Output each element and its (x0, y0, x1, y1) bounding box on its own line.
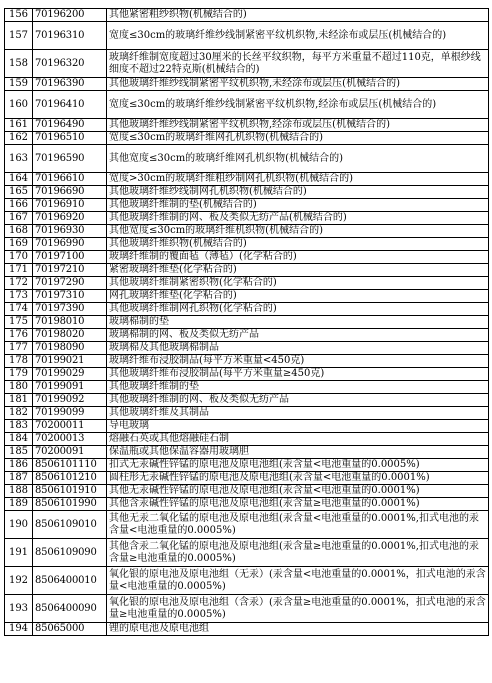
row-number: 172 (5, 277, 33, 290)
row-number: 193 (5, 595, 33, 623)
commodity-description: 玻璃棉及其他玻璃棉制品 (107, 342, 489, 355)
commodity-code: 70199091 (33, 381, 107, 394)
commodity-code: 70196920 (33, 212, 107, 225)
table-row (5, 22, 489, 50)
commodity-description: 其他无汞二氧化锰的原电池及原电池组(汞含量<电池重量的0.0001%,扣式电池的汞含量<电池重量的0.0005%) (107, 511, 489, 539)
row-number: 173 (5, 290, 33, 303)
commodity-code: 70197210 (33, 264, 107, 277)
commodity-description: 其他玻璃纤维制的垫(机械结合的) (107, 199, 489, 212)
commodity-code: 70196990 (33, 238, 107, 251)
table-row (5, 290, 489, 303)
commodity-description: 锂的原电池及原电池组 (107, 623, 489, 636)
row-number: 164 (5, 173, 33, 186)
row-number: 174 (5, 303, 33, 316)
commodity-code: 70196200 (33, 9, 107, 22)
table-row (5, 238, 489, 251)
table-row (5, 225, 489, 238)
commodity-description: 玻璃棉制的垫 (107, 316, 489, 329)
commodity-code: 70196610 (33, 173, 107, 186)
table-row (5, 459, 489, 472)
commodity-code: 70196490 (33, 119, 107, 132)
table-body (5, 9, 489, 636)
commodity-code: 70198020 (33, 329, 107, 342)
commodity-code: 70200013 (33, 433, 107, 446)
table-row (5, 212, 489, 225)
commodity-description: 其他紧密粗纱织物(机械结合的) (107, 9, 489, 22)
row-number: 178 (5, 355, 33, 368)
commodity-code: 70197310 (33, 290, 107, 303)
table-row (5, 368, 489, 381)
row-number: 162 (5, 132, 33, 145)
commodity-description: 保温瓶或其他保温容器用玻璃胆 (107, 446, 489, 459)
commodity-description: 其他玻璃纤维制紧密织物(化学粘合的) (107, 277, 489, 290)
table-row (5, 145, 489, 173)
table-row (5, 277, 489, 290)
table-row (5, 446, 489, 459)
row-number: 159 (5, 78, 33, 91)
table-row (5, 119, 489, 132)
commodity-code: 70196410 (33, 91, 107, 119)
row-number: 183 (5, 420, 33, 433)
commodity-description: 其他无汞碱性锌锰的原电池及原电池组(汞含量<电池重量的0.0001%) (107, 485, 489, 498)
commodity-description: 其他玻璃纤维纱线制紧密平纹机织物,未经涂布或层压(机械结合的) (107, 78, 489, 91)
commodity-description: 其他玻璃纤维纱线制网孔机织物(机械结合的) (107, 186, 489, 199)
commodity-code: 8506109090 (33, 539, 107, 567)
commodity-description: 扣式无汞碱性锌锰的原电池及原电池组(汞含量<电池重量的0.0005%) (107, 459, 489, 472)
commodity-description: 其他宽度≤30cm的玻璃纤维网孔机织物(机械结合的) (107, 145, 489, 173)
row-number: 176 (5, 329, 33, 342)
commodity-description: 宽度≤30cm的玻璃纤维纱线制紧密平纹机织物,经涂布或层压(机械结合的) (107, 91, 489, 119)
commodity-code: 70199021 (33, 355, 107, 368)
commodity-code: 70199092 (33, 394, 107, 407)
table-row (5, 539, 489, 567)
commodity-description: 宽度≤30cm的玻璃纤维纱线制紧密平纹机织物,未经涂布或层压(机械结合的) (107, 22, 489, 50)
row-number: 163 (5, 145, 33, 173)
commodity-code: 70196910 (33, 199, 107, 212)
row-number: 157 (5, 22, 33, 50)
table-row (5, 623, 489, 636)
commodity-code: 8506400090 (33, 595, 107, 623)
table-row (5, 342, 489, 355)
table-row (5, 264, 489, 277)
row-number: 182 (5, 407, 33, 420)
row-number: 184 (5, 433, 33, 446)
table-row (5, 50, 489, 78)
commodity-description: 玻璃纤维布浸胶制品(每平方米重量<450克) (107, 355, 489, 368)
table-row (5, 199, 489, 212)
commodity-description: 宽度≤30cm的玻璃纤维网孔机织物(机械结合的) (107, 132, 489, 145)
row-number: 161 (5, 119, 33, 132)
commodity-description: 其他玻璃纤维布浸胶制品(每平方米重量≥450克) (107, 368, 489, 381)
commodity-code: 70196930 (33, 225, 107, 238)
commodity-description: 熔融石英或其他熔融硅石制 (107, 433, 489, 446)
commodity-description: 其他宽度≤30cm的玻璃纤维机织物(机械结合的) (107, 225, 489, 238)
table-row (5, 329, 489, 342)
row-number: 186 (5, 459, 33, 472)
row-number: 189 (5, 498, 33, 511)
row-number: 170 (5, 251, 33, 264)
row-number: 181 (5, 394, 33, 407)
commodity-description: 其他玻璃纤维及其制品 (107, 407, 489, 420)
table-row (5, 316, 489, 329)
commodity-code: 70196590 (33, 145, 107, 173)
commodity-description: 其他玻璃纤维纱线制紧密平纹机织物,经涂布或层压(机械结合的) (107, 119, 489, 132)
row-number: 194 (5, 623, 33, 636)
row-number: 166 (5, 199, 33, 212)
row-number: 165 (5, 186, 33, 199)
row-number: 168 (5, 225, 33, 238)
commodity-description: 氧化银的原电池及原电池组（含汞）(汞含量≥电池重量的0.0001%，扣式电池的汞含量≥电池重量的0.0005%) (107, 595, 489, 623)
table-row (5, 355, 489, 368)
table-row (5, 303, 489, 316)
commodity-code: 70198010 (33, 316, 107, 329)
commodity-code: 70200011 (33, 420, 107, 433)
table-row (5, 433, 489, 446)
commodity-code: 70200091 (33, 446, 107, 459)
row-number: 179 (5, 368, 33, 381)
table-row (5, 186, 489, 199)
commodity-code: 8506400010 (33, 567, 107, 595)
commodity-description: 其他玻璃纤维制的网、板及类似无纺产品 (107, 394, 489, 407)
table-row (5, 381, 489, 394)
tariff-code-table (4, 8, 489, 636)
table-row (5, 498, 489, 511)
commodity-description: 紧密玻璃纤维垫(化学粘合的) (107, 264, 489, 277)
commodity-code: 8506101210 (33, 472, 107, 485)
commodity-description: 玻璃纤维制的覆面毡（薄毡）(化学粘合的) (107, 251, 489, 264)
commodity-code: 70196310 (33, 22, 107, 50)
row-number: 156 (5, 9, 33, 22)
commodity-code: 70199029 (33, 368, 107, 381)
row-number: 191 (5, 539, 33, 567)
table-row (5, 567, 489, 595)
commodity-description: 玻璃纤维制宽度超过30厘米的长丝平纹织物，每平方米重量不超过110克，单根纱线细度不超过22特克斯(机械结合的) (107, 50, 489, 78)
row-number: 185 (5, 446, 33, 459)
row-number: 188 (5, 485, 33, 498)
commodity-code: 70196320 (33, 50, 107, 78)
row-number: 169 (5, 238, 33, 251)
table-row (5, 78, 489, 91)
commodity-code: 70197100 (33, 251, 107, 264)
row-number: 160 (5, 91, 33, 119)
commodity-code: 70197290 (33, 277, 107, 290)
table-row (5, 91, 489, 119)
commodity-code: 70196690 (33, 186, 107, 199)
commodity-code: 8506101910 (33, 485, 107, 498)
commodity-code: 70197390 (33, 303, 107, 316)
commodity-description: 圆柱形无汞碱性锌锰的原电池及原电池组(汞含量<电池重量的0.0001%) (107, 472, 489, 485)
commodity-description: 玻璃棉制的网、板及类似无纺产品 (107, 329, 489, 342)
row-number: 190 (5, 511, 33, 539)
row-number: 175 (5, 316, 33, 329)
table-row (5, 407, 489, 420)
table-row (5, 420, 489, 433)
table-row (5, 132, 489, 145)
commodity-description: 网孔玻璃纤维垫(化学粘合的) (107, 290, 489, 303)
row-number: 192 (5, 567, 33, 595)
table-row (5, 394, 489, 407)
table-row (5, 173, 489, 186)
row-number: 180 (5, 381, 33, 394)
commodity-code: 8506101110 (33, 459, 107, 472)
row-number: 167 (5, 212, 33, 225)
commodity-code: 70196390 (33, 78, 107, 91)
commodity-description: 其他玻璃纤维制网孔织物(化学粘合的) (107, 303, 489, 316)
commodity-description: 氧化银的原电池及原电池组（无汞）(汞含量<电池重量的0.0001%，扣式电池的汞含量<电池重量的0.0005%) (107, 567, 489, 595)
row-number: 171 (5, 264, 33, 277)
table-row (5, 595, 489, 623)
commodity-description: 其他玻璃纤维织物(机械结合的) (107, 238, 489, 251)
row-number: 187 (5, 472, 33, 485)
commodity-code: 70196510 (33, 132, 107, 145)
commodity-description: 宽度>30cm的玻璃纤维粗纱制网孔机织物(机械结合的) (107, 173, 489, 186)
table-row (5, 251, 489, 264)
table-row (5, 472, 489, 485)
commodity-code: 8506109010 (33, 511, 107, 539)
commodity-code: 70199099 (33, 407, 107, 420)
table-row (5, 9, 489, 22)
row-number: 177 (5, 342, 33, 355)
commodity-code: 70198090 (33, 342, 107, 355)
commodity-code: 8506101990 (33, 498, 107, 511)
commodity-description: 其他含汞二氧化锰的原电池及原电池组(汞含量≥电池重量的0.0001%,扣式电池的汞含量≥电池重量的0.0005%) (107, 539, 489, 567)
commodity-description: 其他玻璃纤维制的垫 (107, 381, 489, 394)
row-number: 158 (5, 50, 33, 78)
table-row (5, 485, 489, 498)
commodity-description: 其他含汞碱性锌锰的原电池及原电池组(汞含量≥电池重量的0.0001%) (107, 498, 489, 511)
table-row (5, 511, 489, 539)
commodity-description: 导电玻璃 (107, 420, 489, 433)
commodity-description: 其他玻璃纤维制的网、板及类似无纺产品(机械结合的) (107, 212, 489, 225)
commodity-code: 85065000 (33, 623, 107, 636)
